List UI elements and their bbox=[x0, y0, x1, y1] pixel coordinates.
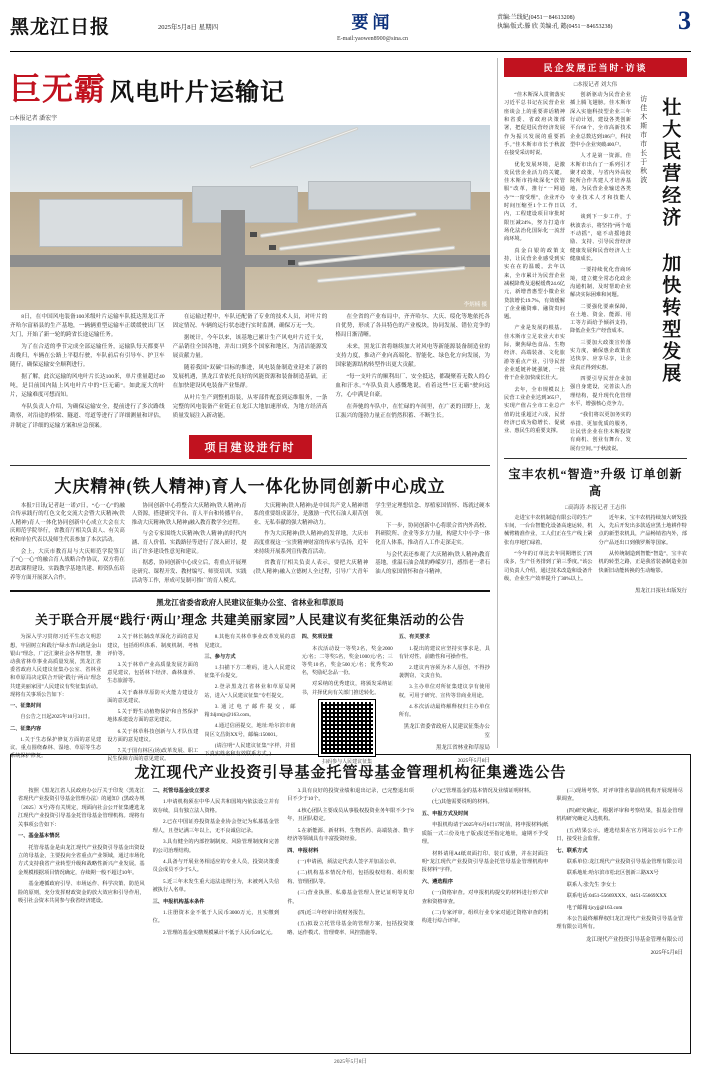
masthead bbox=[10, 8, 691, 52]
bottom-para: 联系电话:0451-55669XXX、0451-55669XXX bbox=[566, 893, 667, 900]
interview-para: 真金白银的政策支持，让民营企业感受到实实在在的温暖。去年以来，全市累计为民营企业减税降费及退税缓费24.6亿元，新增普惠型小微企业贷款增长19.7%，有效缓解了企业融资难、融资贵问题。 bbox=[504, 247, 565, 321]
right-section2-para: 从传统制造到智能“智造”，宝丰农机的转型之路，正是我省装备制造业加快新旧动能转换的生动缩影。 bbox=[598, 551, 687, 574]
bottom-para: (五)拟设立托管母基金的管理方案，包括投资策略、运作模式、管理费率、风控措施等。 bbox=[287, 921, 414, 936]
interview-band: 民企发展正当时·访谈 bbox=[504, 58, 687, 77]
right-section2-byline: □高海涛 本报记者 王志伟 bbox=[564, 504, 627, 511]
photo-building-left bbox=[39, 199, 183, 247]
bottom-para: 3.具有健全的内部控制制度、风险管理制度和完善的公司治理结构。 bbox=[152, 839, 280, 854]
interview-para: 三要加大政策宣传落实力度，确保惠企政策直达快享、应享尽享，让企业真正得到实惠。 bbox=[570, 339, 631, 371]
bottom-sign-date: 2025年5月8日 bbox=[650, 949, 683, 956]
notice1-title: 关于联合开展“践行‘两山’理念 共建美丽家园”人民建议有奖征集活动的公告 bbox=[35, 613, 465, 628]
bottom-para: (二)机构基本情况介绍，包括股权结构、组织架构、管理团队等。 bbox=[287, 870, 414, 885]
notice1-item: 1.提出的建议应坚持实事求是，具有针对性、前瞻性和可操作性。 bbox=[398, 645, 490, 660]
notice1-item: 3.主办单位对所征集建议享有使用权，可用于研究、宣传等非商业用途。 bbox=[398, 684, 490, 699]
bottom-para: 材料请用A4纸双面打印、装订成册，并在封面注明“龙江现代产业投资引导基金托管母基金管理机构申报材料”字样。 bbox=[421, 850, 549, 874]
project-tag: 项目建设进行时 bbox=[189, 435, 312, 459]
interview-body bbox=[504, 91, 631, 453]
notice1-item: 5.关于野生动植物保护和自然保护地体系建设方面的意见建议。 bbox=[107, 709, 199, 724]
bottom-para: 本公告最终解释权归龙江现代产业投资引导基金管理有限公司所有。 bbox=[556, 916, 683, 931]
section2-para: 协同创新中心将整合大庆精神(铁人精神)育人资源，搭建研究平台、育人平台和传播平台，推动大庆精神(铁人精神)融入教育教学全过程。 bbox=[131, 502, 247, 526]
section2-para: 与会专家围绕大庆精神(铁人精神)的时代内涵、育人价值、实践路径等进行了深入研讨，提出了许多建设性意见和建议。 bbox=[131, 531, 247, 555]
right-section2-title: 宝丰农机“智造”升级 订单创新高 bbox=[508, 466, 683, 498]
notice1-item: 2.登录黑龙江省林业和草原局网站，进入“人民建议征集”专栏提交。 bbox=[204, 684, 296, 699]
bottom-para: 申报机构请于2025年6月6日17时前，将申报材料(纸质版一式三份及电子版)报送至指定地址，逾期不予受理。 bbox=[421, 822, 549, 846]
bottom-para: 4.具备与开展业务相适应的专业人员，投资决策委员会成员不少于5人。 bbox=[152, 858, 280, 874]
notice1-intro: 为深入学习贯彻习近平生态文明思想，牢固树立和践行“绿水青山就是金山银山”理念，广泛汇聚社会各界智慧，推动我省林草事业高质量发展，黑龙江省委省政府人民建议征集办公室、省林业和草原局决定联合开展“践行‘两山’理念 共建美丽家园”人民建议有奖征集活动。现将有关事项公告如下： bbox=[10, 634, 102, 698]
notice1-sign-1: 黑龙江省委省政府人民建议征集办公室 bbox=[403, 724, 490, 739]
bottom-notice-title: 龙江现代产业投资引导基金托管母基金管理机构征集遴选公告 bbox=[134, 765, 567, 781]
main-column bbox=[10, 58, 490, 765]
page-number: 3 bbox=[678, 6, 691, 35]
notice1-item: 6.关于林草科技创新与人才队伍建设方面的意见建议。 bbox=[107, 728, 199, 743]
notice1-item: 7.关于国有林区(场)改革发展、职工民生保障方面的意见建议。 bbox=[107, 747, 199, 763]
interview-para: 人才是第一资源。佳木斯市出台了一系列引才聚才政策，与省内外高校院所合作共建人才培养基地，为民营企业输送各类专业技术人才和技能人才。 bbox=[570, 153, 631, 210]
section2-para: 本报7日讯(记者赵一诺)7日，“心一心”的融合传承践行的红色文化交流大会暨大庆精神(铁人精神)育人一体化协同创新中心成立大会在大庆师范学院举行，省教育厅相关负责人、有关高校和单位代表以及师生代表参加了本次活动。 bbox=[10, 502, 125, 544]
bottom-para: (六)已管理基金的基本情况及业绩证明材料。 bbox=[432, 788, 535, 794]
qr-caption: 扫码参与人民建议征集 bbox=[322, 759, 373, 765]
project-tag-wrap bbox=[10, 435, 490, 459]
editor-contacts bbox=[497, 8, 657, 32]
interview-para: 二要强化要素保障，在土地、资金、能源、用工等方面给予倾斜支持，降低企业生产经营成本。 bbox=[570, 303, 631, 335]
interview-para: “我们将以更加务实的举措、更加优质的服务，让民营企业在佳木斯投资有商机、创业有舞台、发展有空间。”于秋波说。 bbox=[570, 412, 631, 452]
bottom-col-5 bbox=[556, 787, 683, 957]
bottom-notice bbox=[10, 754, 691, 1054]
right-section2-para: 走进宝丰农机制造有限公司的生产车间，一台台智能化设备高速运转，机械臂精准作业，工人们正在生产线上紧张有序地忙碌着。 bbox=[504, 514, 593, 546]
bottom-para: 联系人:张先生 李女士 bbox=[566, 881, 617, 888]
notice1-item: 3.关于林草产业高质量发展方面的意见建议，包括林下经济、森林康养、生态旅游等。 bbox=[107, 661, 199, 685]
page-body bbox=[10, 58, 691, 765]
interview-vertical-title: 壮大民营经济 加快转型发展 bbox=[659, 97, 681, 385]
notice1-item: 2.建议内容须为本人原创，不得抄袭剽窃，文责自负。 bbox=[398, 664, 490, 680]
bottom-para: 1.注册资本金不低于人民币3000万元，且实缴到位。 bbox=[152, 910, 280, 925]
editor-line-1: 责编:兰线妃(0451－84613208) bbox=[497, 15, 575, 21]
section2-para: 会上，大庆市教育局与大庆师范学院签订了“心一心”的融合育人战略合作协议，双方将在思政课程建设、实践教学基地共建、师资队伍培养等方面开展深入合作。 bbox=[10, 548, 125, 581]
bottom-para: (四)研究确定。根据评审和考察结果，报基金管理机构研究确定入选机构。 bbox=[556, 807, 683, 823]
notice1-sign-2: 黑龙江省林业和草原局 bbox=[436, 745, 490, 752]
photo-truck-1 bbox=[250, 232, 257, 237]
bottom-col-1 bbox=[18, 787, 145, 957]
paper-logo: 黑龙江日报 bbox=[10, 17, 111, 38]
qr-code[interactable] bbox=[319, 700, 375, 756]
bottom-col-2 bbox=[153, 787, 280, 957]
bottom-heading: 三、申报机构基本条件 bbox=[152, 898, 205, 905]
notice1-item: 4.通过信函提交，地址:哈尔滨市南岗区文昌街XX号，邮编:150001。 bbox=[204, 723, 296, 738]
photo-building-right bbox=[308, 181, 471, 211]
notice1-item: 4.本次活动最终解释权归主办单位所有。 bbox=[398, 703, 490, 719]
lead-para: 为了在合适的季节完成全部运输任务，运输队每天都要早出晚归，车辆在公路上平稳行驶，车队前后有引导车、护卫车随行，确保运输安全顺利进行。 bbox=[10, 344, 165, 369]
lead-para: 随着我国“双碳”目标的推进，风电装备制造业迎来了新的发展机遇，黑龙江省依托良好的风能资源和装备制造基础，正在加快建设风电装备产业集群。 bbox=[172, 365, 328, 390]
lead-byline: □本报记者 潘宏宇 bbox=[10, 116, 58, 122]
bottom-para: 2.已在中国证券投资基金业协会登记为私募基金管理人，且登记满三年以上，无不良诚信记录。 bbox=[152, 819, 280, 834]
divider-1 bbox=[10, 465, 490, 466]
bottom-para: 1.申请机构须在中华人民共和国境内依法设立并有效存续，具有独立法人资格。 bbox=[152, 799, 280, 814]
bottom-para: (七)其他需要说明的材料。 bbox=[432, 799, 493, 806]
bottom-heading: 一、基金基本情况 bbox=[18, 833, 60, 840]
section2-para: 大庆精神(铁人精神)是中国共产党人精神谱系的重要组成部分，是激励一代代石油人艰苦创业、无私奉献的强大精神动力。 bbox=[253, 502, 369, 526]
interview-para: 谈到下一步工作，于秋波表示，将坚持“两个毫不动摇”，毫不动摇地鼓励、支持、引导民营经济健康发展和民营经济人士健康成长。 bbox=[570, 214, 631, 262]
interview-para: 产业是发展的根基。佳木斯市立足农业大市实际，聚焦绿色食品、生物经济、高端装备、文化旅游等重点产业，引导民营企业延链补链强链，一批骨干企业加快成长壮大。 bbox=[504, 325, 565, 382]
interview-byline: □本报记者 刘大伟 bbox=[573, 82, 618, 88]
section2-para: 省教育厅相关负责人表示，要把大庆精神(铁人精神)融入立德树人全过程，引导广大青年学生坚定理想信念、厚植家国情怀、练就过硬本领。 bbox=[253, 502, 490, 576]
notice1-heading: 二、征集内容 bbox=[10, 725, 42, 732]
bottom-para: 4.核心团队主要成员从事股权投资业务年限不少于8年，且团队稳定。 bbox=[287, 807, 414, 823]
bottom-para: (四)近三年经审计的财务报告。 bbox=[297, 910, 369, 917]
bottom-para: 联系地址:哈尔滨市松北区创新三路XX号 bbox=[566, 870, 659, 877]
lead-body-text bbox=[10, 313, 490, 431]
interview-para: 优化发展环境，是激发民营企业活力的关键。佳木斯市持续深化“放管服”改革，推行“一网通办”“一窗受理”，企业开办时间压缩至1个工作日以内，工程建设项目审批时限压减24%，努力打造市场化法治化国际化一流营商环境。 bbox=[504, 161, 565, 243]
bottom-para: (五)结果公示。遴选结果在官方网站公示5个工作日，接受社会监督。 bbox=[556, 827, 683, 843]
bottom-para: 按照《黑龙江省人民政府办公厅关于印发〈黑龙江省现代产业投资引导基金管理办法〉的通知》(黑政办规〔2025〕X号)等有关规定，现面向社会公开征集遴选龙江现代产业投资引导基金托管母基金管理机构。现将有关事项公告如下： bbox=[18, 788, 145, 828]
notice1-heading: 一、征集时间 bbox=[10, 703, 42, 710]
lead-para: “每一支叶片的顺利出厂、安全抵达，都凝聚着无数人的心血和汗水。”车队负责人感慨地说，看着这些“巨无霸”驶向远方，心中满是自豪。 bbox=[335, 374, 490, 399]
notice1-body bbox=[10, 633, 490, 766]
notice1-heading: 三、参与方式 bbox=[204, 653, 236, 660]
section2-para: 据悉，协同创新中心成立后，将重点开展理论研究、课程开发、教材编写、师资培训、实践活动等工作，形成可复制可推广的育人模式。 bbox=[131, 560, 247, 584]
notice1-item: 3.通过电子邮件提交，邮箱:hljrmjy@163.com。 bbox=[204, 703, 296, 719]
bottom-heading: 四、申报材料 bbox=[287, 847, 319, 854]
section-email: E-mail:yaowen8900@sina.cn bbox=[336, 36, 408, 42]
bottom-para: (二)专家评审。组织行业专家对通过资格审查的机构进行综合评审。 bbox=[421, 910, 549, 925]
right-section2-body bbox=[504, 514, 687, 584]
notice1-item: 8.其他有关林草事业改革发展的意见建议。 bbox=[204, 634, 296, 649]
divider-right bbox=[504, 458, 687, 459]
bottom-notice-columns bbox=[18, 787, 683, 957]
bottom-para: 联系单位:龙江现代产业投资引导基金管理有限公司 bbox=[566, 858, 683, 865]
bottom-para: (一)申请函，须法定代表人签字并加盖公章。 bbox=[297, 858, 400, 865]
bottom-heading: 五、申报方式及时间 bbox=[421, 810, 469, 817]
page-footer: 2025年5月8日 bbox=[333, 1059, 367, 1065]
photo-road-vertical bbox=[221, 210, 245, 310]
bottom-para: (三)现场考察。对评审排名靠前的机构开展现场尽职调查。 bbox=[556, 788, 683, 803]
lead-para: 8日，在中国风电装备100米级叶片运输车队抵达黑龙江齐齐哈尔富裕县的生产基地，一辆辆重型运输车正缓缓驶出厂区大门，开始了新一轮的跨省长途运输任务。 bbox=[10, 314, 165, 339]
interview-para: 四要引导民营企业加强自身建设，完善法人治理结构，提升现代化管理水平，增强核心竞争力。 bbox=[570, 376, 631, 407]
interview-para: 创新驱动为民营企业插上腾飞翅膀。佳木斯市深入实施科技型企业三年行动计划，建设各类创新平台68个，全市高新技术企业总数达到186户，科技型中小企业突破400户。 bbox=[570, 92, 631, 148]
lead-para: 据统计，今年以来，该基地已累计生产风电叶片近千支，产品销往全国各地，并出口到多个国家和地区，为清洁能源发展贡献力量。 bbox=[172, 335, 328, 360]
notice1-item: 1.关于生态保护修复方面的意见建议。重点围绕森林、湿地、草原等生态系统保护修复。 bbox=[10, 736, 102, 760]
divider-2 bbox=[10, 590, 490, 592]
lead-para: 在奔驰的车队中，在忙碌的车间里，在广袤的田野上，龙江振兴的蓬勃力量正在悄然积蓄、不断生长。 bbox=[335, 404, 490, 420]
lead-para: 在全省的产业布局中，齐齐哈尔、大庆、绥化等地依托各自优势，形成了各具特色的产业板块，协同发展、错位竞争的格局日渐清晰。 bbox=[335, 314, 490, 339]
section2-title: 大庆精神(铁人精神)育人一体化协同创新中心成立 bbox=[54, 476, 446, 496]
bottom-heading: 六、遴选程序 bbox=[421, 878, 453, 885]
bottom-para: 2.管理的基金实缴规模累计不低于人民币20亿元。 bbox=[162, 929, 276, 936]
lead-photo bbox=[10, 125, 490, 310]
right-column bbox=[497, 58, 687, 748]
photo-credit: 李炳楠 摄 bbox=[463, 302, 487, 308]
section-name: 要闻 bbox=[351, 13, 394, 32]
notice1-dept: 黑龙江省委省政府人民建议征集办公室、省林业和草原局 bbox=[156, 598, 344, 608]
lead-headline bbox=[10, 64, 490, 109]
bottom-para: (三)营业执照、私募基金管理人登记证明等复印件。 bbox=[287, 890, 414, 905]
editor-line-2: 执编/版式:滕 欣 美编:孔 懿(0451－84653238) bbox=[497, 24, 613, 30]
bottom-para: 基金遵循政府引导、市场运作、科学决策、防范风险的原则，充分发挥财政资金的放大效应和引导作用，吸引社会资本共同参与我省经济建设。 bbox=[18, 881, 145, 905]
photo-truck-2 bbox=[269, 245, 276, 250]
headline-red-part: 巨无霸 bbox=[10, 72, 106, 107]
section2-body bbox=[10, 502, 490, 586]
interview-para: “佳木斯深入贯彻落实习近平总书记在民营企业座谈会上的重要讲话精神和省委、省政府决策部署，把促进民营经济发展作为振兴发展的重要抓手。”佳木斯市市长于秋波在接受采访时说。 bbox=[504, 92, 565, 157]
lead-para: 从叶片生产到整机组装，从零部件配套到运维服务，一条完整的风电装备产业链正在龙江大地加速形成，为地方经济高质量发展注入新动能。 bbox=[172, 395, 328, 420]
interview-para: 去年，全市规模以上民营工业企业达到365户，实现产值占全市工业总产值的比重超过六成，民营经济已成为稳增长、促就业、惠民生的重要支撑。 bbox=[504, 386, 565, 435]
bottom-heading: 二、托管母基金设立要求 bbox=[152, 788, 210, 794]
section-header bbox=[248, 8, 497, 42]
lead-para: 据了解，此次运输的风电叶片长达100米，单片重量超过40吨，是目前国内陆上风电叶片中的“巨无霸”。如此庞大的叶片，运输难度可想而知。 bbox=[10, 374, 165, 399]
interview-vertical-subtitle: 访佳木斯市市长于秋波 bbox=[639, 95, 648, 185]
section2-para: 与会代表还参观了大庆精神(铁人精神)教育基地，重温石油会战的峥嵘岁月，感悟老一辈石油人的家国情怀和奋斗精神。 bbox=[375, 551, 490, 576]
section2-para: 下一步，协同创新中心将联合省内外高校、科研院所、企业等多方力量，构建大中小学一体化育人体系，推动育人工作走深走实。 bbox=[375, 522, 490, 547]
right-publisher-sign: 黑龙江日报社出版发行 bbox=[635, 588, 687, 595]
issue-date: 2025年5月8日 星期四 bbox=[157, 24, 219, 31]
bottom-para: 5.近三年未发生重大违法违规行为，未被列入失信被执行人名单。 bbox=[152, 878, 280, 894]
photo-truck-3 bbox=[288, 260, 295, 265]
bottom-para: 电子邮箱:ljcyjj@163.com bbox=[566, 904, 623, 911]
bottom-para: (一)资格审查。对申报机构提交的材料进行形式审查和资格审查。 bbox=[421, 890, 549, 905]
bottom-heading: 七、联系方式 bbox=[556, 847, 588, 854]
lead-para: 在运输过程中，车队还配备了专业的技术人员，对叶片的固定情况、车辆的运行状态进行实时监测，确保万无一失。 bbox=[172, 314, 328, 330]
notice1-item: 1.扫描下方二维码，进入人民建议征集平台提交。 bbox=[204, 664, 296, 680]
interview-para: 一要持续优化营商环境，建立健全常态化政企沟通机制，及时帮助企业解决实际困难和问题。 bbox=[570, 267, 631, 299]
notice1-item: 4.关于森林草原防灭火能力建设方面的意见建议。 bbox=[107, 689, 199, 704]
headline-black-part: 风电叶片运输记 bbox=[110, 80, 285, 106]
lead-para: 未来，黑龙江省将继续加大对风电等新能源装备制造业的支持力度，推动产业向高端化、智能化、绿色化方向发展，为国家能源结构转型作出更大贡献。 bbox=[335, 344, 490, 369]
notice1-item: (请注明“人民建议征集”字样，并留下真实姓名和有效联系方式。) bbox=[204, 742, 296, 757]
bottom-para: 托管母基金是由龙江现代产业投资引导基金出资设立的母基金，主要投向全省重点产业领域，通过市场化方式支持我省产业转型升级和战略性新兴产业发展。基金规模根据项目情况确定，存续期一般不超过10年。 bbox=[18, 844, 145, 876]
bottom-col-4 bbox=[422, 787, 549, 957]
notice1-item: 对采纳的优秀建议，将颁发采纳证书，并择优向有关部门推送转化。 bbox=[301, 681, 393, 696]
right-section2-para: 近年来，宝丰农机持续加大研发投入，先后开发出多款适应黑土地耕作特点的新型农机具，产品畅销省内外，部分产品还出口到俄罗斯等国家。 bbox=[598, 514, 687, 546]
notice1-item: 2.关于林长制改革深化方面的意见建议，包括组织体系、制度机制、考核评价等。 bbox=[107, 634, 199, 657]
notice1-heading: 四、奖项设置 bbox=[301, 634, 333, 641]
bottom-col-3 bbox=[287, 787, 414, 957]
section2-para: 作为大庆精神(铁人精神)的发祥地，大庆市高度重视这一宝贵精神财富的传承与弘扬，近年来持续开展系列宣传教育活动。 bbox=[253, 531, 369, 555]
photo-building-mid bbox=[192, 186, 298, 223]
bottom-para: 5.在新能源、新材料、生物医药、高端装备、数字经济等领域具有丰富投资经验。 bbox=[287, 827, 414, 843]
bottom-para: 3.具有良好的投资业绩和退出记录，已完整退出项目不少于10个。 bbox=[287, 788, 414, 803]
notice1-sign-date: 2025年5月8日 bbox=[457, 757, 490, 764]
right-section2-para: “今年的订单比去年同期增长了四成多，生产任务排到了第三季度。”该公司负责人介绍，通过技术改造和设备升级，企业生产效率提升了30%以上。 bbox=[504, 551, 593, 582]
lead-para: 车队负责人介绍，为确保运输安全，提前进行了多次路线勘察，对沿途的桥梁、隧道、弯道等进行了详细测量和评估，并制定了详细的运输方案和应急预案。 bbox=[10, 404, 165, 429]
bottom-sign-org: 龙江现代产业投资引导基金管理有限公司 bbox=[585, 936, 683, 943]
notice1-item: 自公告之日起2025年10月31日。 bbox=[20, 714, 94, 721]
notice1-item: 本次活动设一等奖2名，奖金2000元/名；二等奖5名，奖金1000元/名；三等奖10名，奖金500元/名；优秀奖20名，奖励纪念品一份。 bbox=[301, 645, 393, 677]
photo-road-horizontal bbox=[10, 255, 490, 268]
notice1-heading: 五、有关要求 bbox=[398, 634, 430, 641]
